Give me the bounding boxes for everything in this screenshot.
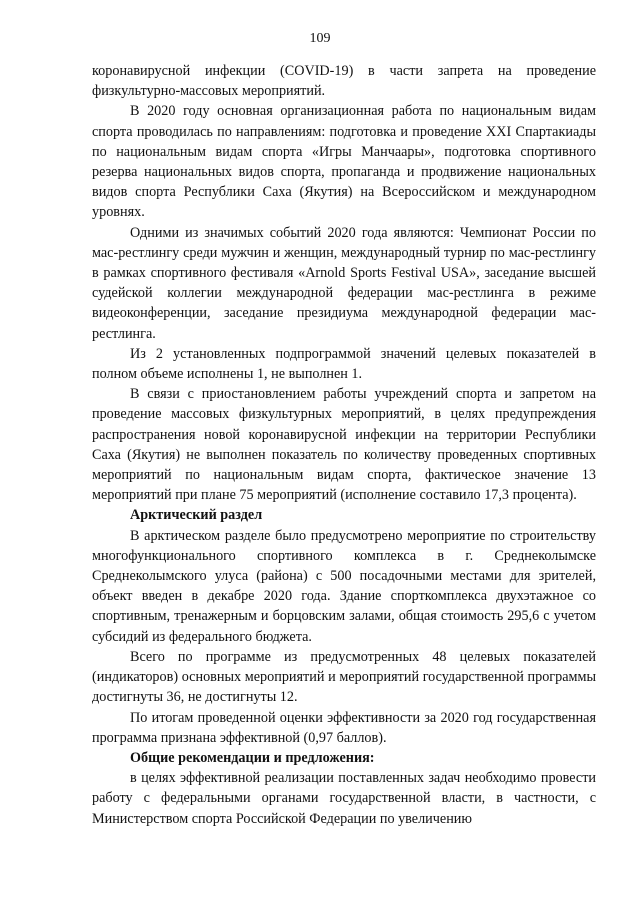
paragraph-national-sports-work: В 2020 году основная организационная работа по национальным видам спорта проводилась по направлениям: подготовка и проведение XXI Спартакиады по национальным видам спорта «Игры Манчаары», подготовка спортивного резерва национальных видов спорта, пропаганда и продвижение национальных видов спорта Республики Саха (Якутия) на Всероссийском и международном уровнях. (92, 103, 596, 221)
paragraph-subprogram-indicators: Из 2 установленных подпрограммой значений целевых показателей в полном объеме исполнены 1, не выполнен 1. (92, 345, 596, 383)
paragraph-unfulfilled-indicator: В связи с приостановлением работы учреждений спорта и запретом на проведение массовых физкультурных мероприятий, в целях предупреждения распространения новой коронавирусной инфекции на территории Республики Саха (Якутия) не выполнен показатель по количеству проведенных спортивных мероприятий по национальным видам спорта, фактическое значение 13 мероприятий при плане 75 мероприятий (исполнение составило 17,3 процента). (92, 386, 596, 504)
document-body (92, 61, 596, 829)
paragraph-covid-restriction: коронавирусной инфекции (COVID-19) в части запрета на проведение физкультурно-массовых мероприятий. (92, 63, 596, 100)
heading-arctic-section: Арктический раздел (130, 507, 263, 524)
page-number: 109 (309, 31, 331, 46)
paragraph-significant-events: Одними из значимых событий 2020 года являются: Чемпионат России по мас-рестлингу среди мужчин и женщин, международный турнир по мас-рестлингу в рамках спортивного фестиваля «Arnold Sports Festival USA», заседание высшей судейской коллегии международной федерации мас-рестлинга в режиме видеоконференции, заседание президиума международной федерации мас-рестлинга. (92, 224, 596, 342)
paragraph-efficiency-assessment: По итогам проведенной оценки эффективности за 2020 год государственная программа признана эффективной (0,97 баллов). (92, 709, 596, 746)
paragraph-program-indicators: Всего по программе из предусмотренных 48 целевых показателей (индикаторов) основных мероприятий и мероприятий государственной программы достигнуты 36, не достигнуты 12. (92, 648, 596, 706)
paragraph-arctic-sports-complex: В арктическом разделе было предусмотрено мероприятие по строительству многофункционального спортивного комплекса в г. Среднеколымске Среднеколымского улуса (района) с 500 посадочными местами для зрителей, объект введен в декабре 2020 года. Здание спорткомплекса двухэтажное со спортивным, тренажерным и борцовским залами, общая стоимость 295,6 с учетом субсидий из федерального бюджета. (92, 527, 596, 645)
paragraph-recommendation: в целях эффективной реализации поставленных задач необходимо провести работу с федеральными органами государственной власти, в частности, с Министерством спорта Российской Федерации по увеличению (92, 770, 596, 827)
heading-general-recommendations: Общие рекомендации и предложения: (130, 749, 375, 766)
